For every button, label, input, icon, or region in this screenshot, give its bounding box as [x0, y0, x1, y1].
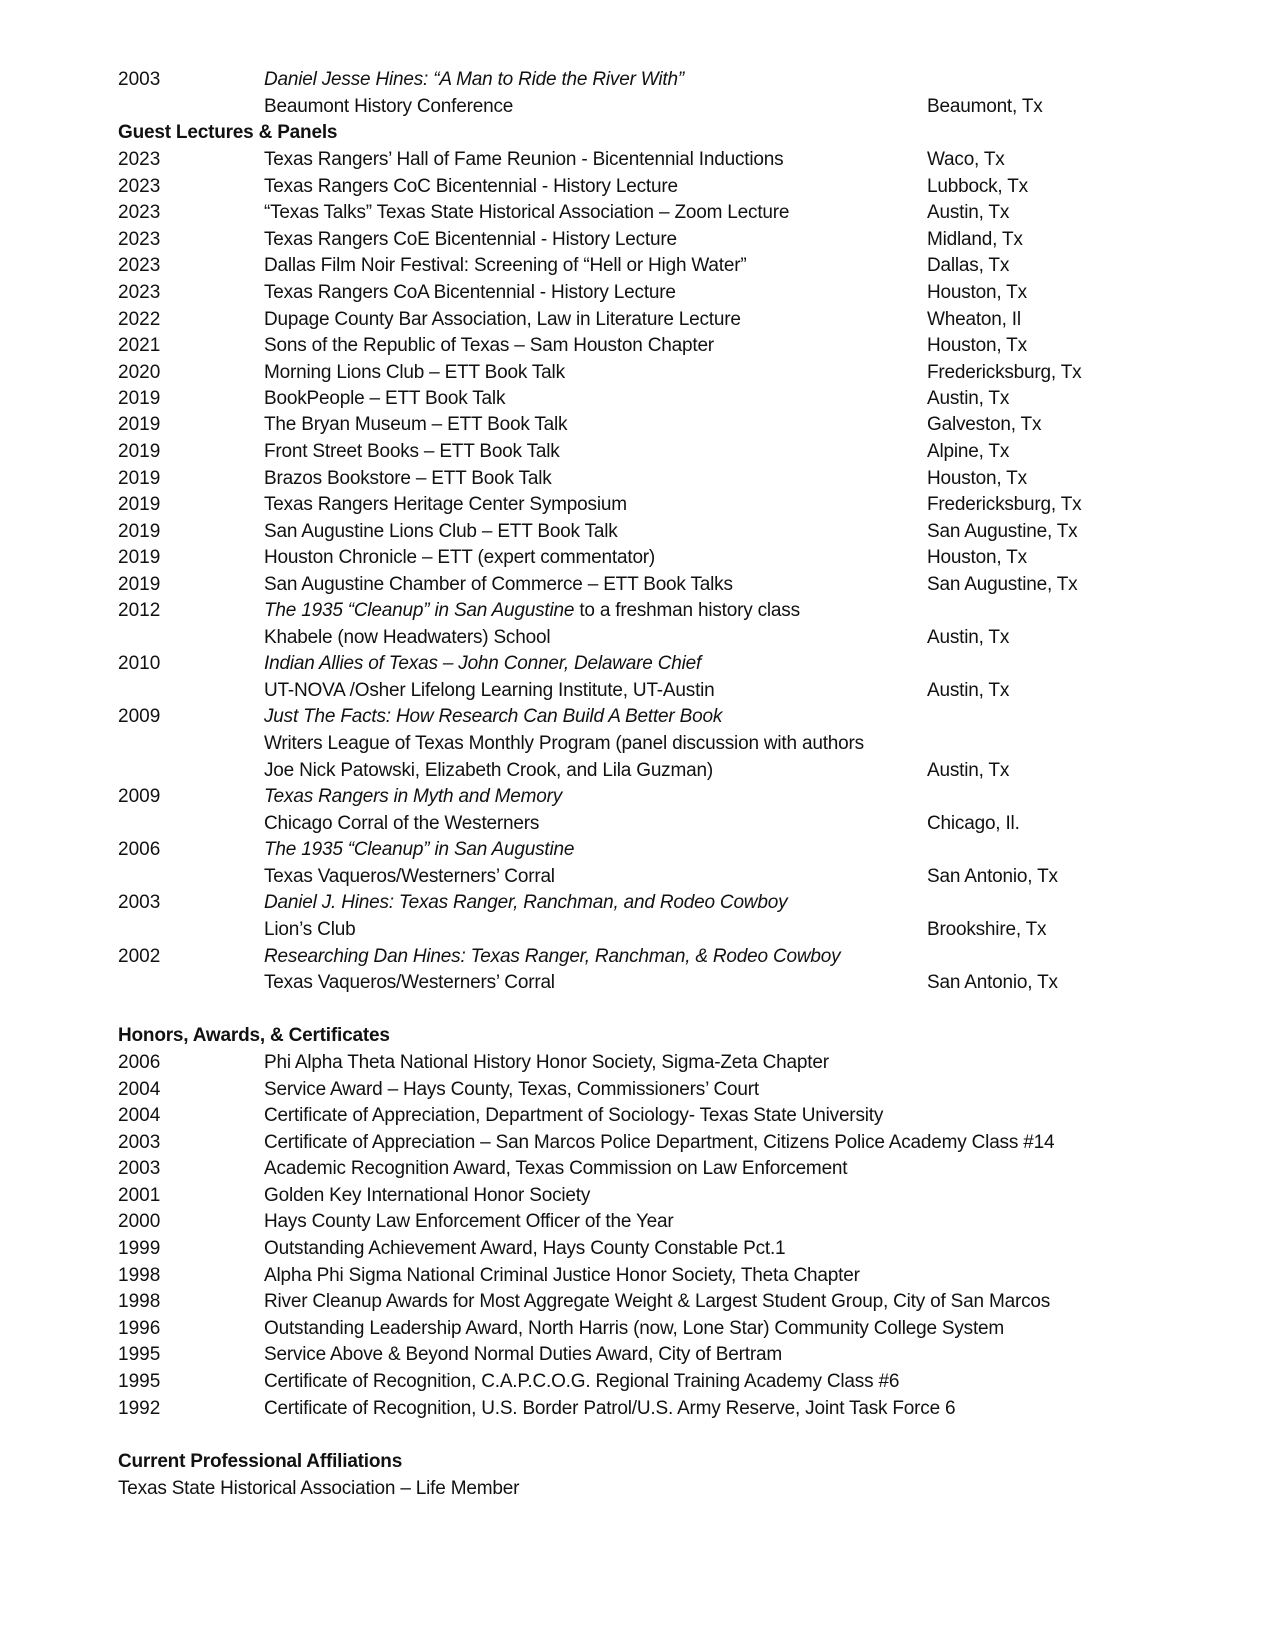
- lecture-location: Chicago, Il.: [927, 813, 1020, 834]
- honor-row: [0, 1129, 1275, 1156]
- lecture-year: 2012: [118, 600, 161, 621]
- honor-title: Academic Recognition Award, Texas Commission on Law Enforcement: [264, 1158, 848, 1179]
- honor-title: Hays County Law Enforcement Officer of the Year: [264, 1211, 674, 1232]
- lecture-row: [0, 279, 1275, 306]
- lecture-year: 2019: [118, 441, 161, 462]
- honor-row: [0, 1155, 1275, 1182]
- lecture-location: Brookshire, Tx: [927, 919, 1047, 940]
- lecture-title: Sons of the Republic of Texas – Sam Houston Chapter: [264, 335, 714, 356]
- lecture-title: San Augustine Chamber of Commerce – ETT Book Talks: [264, 574, 733, 595]
- lecture-venue: UT-NOVA /Osher Lifelong Learning Institute, UT-Austin: [264, 680, 715, 701]
- lecture-year: 2009: [118, 786, 161, 807]
- lecture-venue-line: [0, 677, 1275, 704]
- lecture-title: Daniel J. Hines: Texas Ranger, Ranchman, and Rodeo Cowboy: [264, 892, 788, 913]
- lecture-location: Austin, Tx: [927, 627, 1010, 648]
- lecture-title: San Augustine Lions Club – ETT Book Talk: [264, 521, 618, 542]
- presentation-entry: [0, 66, 1275, 93]
- lecture-title: Texas Rangers CoE Bicentennial - History Lecture: [264, 229, 677, 250]
- lecture-location: Houston, Tx: [927, 547, 1027, 568]
- lecture-row: [0, 199, 1275, 226]
- honor-title: Service Above & Beyond Normal Duties Award, City of Bertram: [264, 1344, 782, 1365]
- lecture-title: Front Street Books – ETT Book Talk: [264, 441, 560, 462]
- honor-year: 2001: [118, 1185, 161, 1206]
- lecture-year: 2009: [118, 706, 161, 727]
- honor-row: [0, 1341, 1275, 1368]
- lecture-row: [0, 332, 1275, 359]
- lecture-year: 2019: [118, 468, 161, 489]
- lecture-title: Texas Rangers CoC Bicentennial - History Lecture: [264, 176, 678, 197]
- honor-year: 2003: [118, 1132, 161, 1153]
- lecture-row: [0, 438, 1275, 465]
- honor-row: [0, 1076, 1275, 1103]
- section-heading-text: Guest Lectures & Panels: [118, 122, 338, 143]
- lecture-year: 2003: [118, 892, 161, 913]
- lecture-location: Austin, Tx: [927, 760, 1010, 781]
- lecture-year: 2023: [118, 229, 161, 250]
- lecture-title: Texas Rangers in Myth and Memory: [264, 786, 563, 807]
- honor-row: [0, 1368, 1275, 1395]
- lecture-venue: Writers League of Texas Monthly Program (panel discussion with authors: [264, 733, 864, 754]
- entry-year: 2003: [118, 69, 161, 90]
- honor-title: Phi Alpha Theta National History Honor Society, Sigma-Zeta Chapter: [264, 1052, 829, 1073]
- affiliation-text: Texas State Historical Association – Life Member: [118, 1478, 520, 1499]
- lecture-year: 2023: [118, 282, 161, 303]
- lecture-venue-line: [0, 624, 1275, 651]
- honor-row: [0, 1395, 1275, 1422]
- lecture-location: Midland, Tx: [927, 229, 1023, 250]
- lecture-year: 2019: [118, 414, 161, 435]
- lecture-title: The Bryan Museum – ETT Book Talk: [264, 414, 568, 435]
- honor-year: 2004: [118, 1105, 161, 1126]
- lecture-row: [0, 650, 1275, 677]
- lecture-row: [0, 518, 1275, 545]
- lecture-year: 2019: [118, 574, 161, 595]
- lecture-title: Texas Rangers CoA Bicentennial - History Lecture: [264, 282, 676, 303]
- lecture-row: [0, 173, 1275, 200]
- lecture-year: 2019: [118, 494, 161, 515]
- lecture-venue-line: [0, 863, 1275, 890]
- honor-title: Golden Key International Honor Society: [264, 1185, 591, 1206]
- lecture-year: 2010: [118, 653, 161, 674]
- lecture-row: [0, 385, 1275, 412]
- honor-row: [0, 1262, 1275, 1289]
- lecture-location: San Antonio, Tx: [927, 972, 1058, 993]
- lecture-year: 2023: [118, 255, 161, 276]
- lecture-row: [0, 411, 1275, 438]
- lecture-location: San Augustine, Tx: [927, 574, 1078, 595]
- lecture-year: 2019: [118, 521, 161, 542]
- lecture-venue: Khabele (now Headwaters) School: [264, 627, 551, 648]
- lecture-venue: Texas Vaqueros/Westerners’ Corral: [264, 866, 555, 887]
- lecture-row: [0, 544, 1275, 571]
- section-heading-honors: [0, 1022, 1275, 1049]
- entry-title: Daniel Jesse Hines: “A Man to Ride the River With”: [264, 69, 684, 90]
- honor-title: Certificate of Appreciation – San Marcos Police Department, Citizens Police Academy Class #14: [264, 1132, 1055, 1153]
- lecture-title: Researching Dan Hines: Texas Ranger, Ranchman, & Rodeo Cowboy: [264, 946, 841, 967]
- lecture-year: 2023: [118, 149, 161, 170]
- lecture-row: [0, 226, 1275, 253]
- honor-title: River Cleanup Awards for Most Aggregate Weight & Largest Student Group, City of San Marcos: [264, 1291, 1051, 1312]
- section-heading-affiliations: [0, 1448, 1275, 1475]
- lecture-row: [0, 943, 1275, 970]
- lecture-venue-line: [0, 730, 1275, 757]
- lecture-title: The 1935 “Cleanup” in San Augustine: [264, 839, 575, 860]
- lecture-year: 2023: [118, 176, 161, 197]
- honor-year: 1995: [118, 1344, 161, 1365]
- lecture-venue: Chicago Corral of the Westerners: [264, 813, 540, 834]
- lecture-location: Waco, Tx: [927, 149, 1005, 170]
- lecture-title: Just The Facts: How Research Can Build A Better Book: [264, 706, 723, 727]
- lecture-title: [264, 597, 800, 624]
- lecture-venue: Lion’s Club: [264, 919, 356, 940]
- honor-title: Outstanding Achievement Award, Hays County Constable Pct.1: [264, 1238, 786, 1259]
- lecture-location: San Antonio, Tx: [927, 866, 1058, 887]
- affiliation-row: [0, 1475, 1275, 1502]
- lecture-location: Austin, Tx: [927, 680, 1010, 701]
- lecture-year: 2021: [118, 335, 161, 356]
- lecture-location: Houston, Tx: [927, 468, 1027, 489]
- lecture-title-italic: The 1935 “Cleanup” in San Augustine: [264, 600, 575, 621]
- lecture-title: Houston Chronicle – ETT (expert commentator): [264, 547, 656, 568]
- lecture-title: Texas Rangers’ Hall of Fame Reunion - Bicentennial Inductions: [264, 149, 784, 170]
- lecture-location: Houston, Tx: [927, 335, 1027, 356]
- honor-row: [0, 1315, 1275, 1342]
- lecture-row: [0, 465, 1275, 492]
- lecture-location: Houston, Tx: [927, 282, 1027, 303]
- lecture-venue: Texas Vaqueros/Westerners’ Corral: [264, 972, 555, 993]
- lecture-location: Galveston, Tx: [927, 414, 1042, 435]
- honor-year: 1998: [118, 1265, 161, 1286]
- honor-row: [0, 1102, 1275, 1129]
- lecture-title-rest: to a freshman history class: [574, 600, 800, 621]
- lecture-title: Texas Rangers Heritage Center Symposium: [264, 494, 627, 515]
- lecture-year: 2023: [118, 202, 161, 223]
- honor-title: Service Award – Hays County, Texas, Commissioners’ Court: [264, 1079, 759, 1100]
- honor-title: Certificate of Recognition, C.A.P.C.O.G. Regional Training Academy Class #6: [264, 1371, 900, 1392]
- section-heading-text: Current Professional Affiliations: [118, 1451, 403, 1472]
- honor-title: Certificate of Recognition, U.S. Border Patrol/U.S. Army Reserve, Joint Task Force 6: [264, 1398, 956, 1419]
- lecture-title: Brazos Bookstore – ETT Book Talk: [264, 468, 552, 489]
- lecture-venue-continued: Joe Nick Patowski, Elizabeth Crook, and Lila Guzman): [264, 760, 713, 781]
- honor-year: 1996: [118, 1318, 161, 1339]
- lecture-year: 2002: [118, 946, 161, 967]
- lecture-row: [0, 836, 1275, 863]
- lecture-location: Austin, Tx: [927, 388, 1010, 409]
- honor-row: [0, 1208, 1275, 1235]
- lecture-location: Fredericksburg, Tx: [927, 362, 1082, 383]
- lecture-title: “Texas Talks” Texas State Historical Association – Zoom Lecture: [264, 202, 790, 223]
- presentation-venue-line: [0, 93, 1275, 120]
- entry-venue: Beaumont History Conference: [264, 96, 514, 117]
- lecture-year: 2020: [118, 362, 161, 383]
- lecture-row: [0, 306, 1275, 333]
- lecture-location: Austin, Tx: [927, 202, 1010, 223]
- lecture-row: [0, 146, 1275, 173]
- honor-title: Certificate of Appreciation, Department of Sociology- Texas State University: [264, 1105, 884, 1126]
- honor-year: 2003: [118, 1158, 161, 1179]
- honor-row: [0, 1288, 1275, 1315]
- lecture-row: [0, 359, 1275, 386]
- lecture-title: Indian Allies of Texas – John Conner, Delaware Chief: [264, 653, 702, 674]
- lecture-row: [0, 889, 1275, 916]
- lecture-location: Dallas, Tx: [927, 255, 1010, 276]
- honor-year: 1992: [118, 1398, 161, 1419]
- lecture-location: Wheaton, Il: [927, 309, 1021, 330]
- honor-title: Alpha Phi Sigma National Criminal Justice Honor Society, Theta Chapter: [264, 1265, 860, 1286]
- honor-row: [0, 1049, 1275, 1076]
- honor-year: 2006: [118, 1052, 161, 1073]
- honor-year: 1999: [118, 1238, 161, 1259]
- lecture-venue-line: [0, 757, 1275, 784]
- entry-location: Beaumont, Tx: [927, 96, 1043, 117]
- lecture-location: Alpine, Tx: [927, 441, 1010, 462]
- lecture-row: [0, 703, 1275, 730]
- honor-title: Outstanding Leadership Award, North Harris (now, Lone Star) Community College System: [264, 1318, 1005, 1339]
- lecture-row: [0, 491, 1275, 518]
- lecture-title: Dupage County Bar Association, Law in Literature Lecture: [264, 309, 741, 330]
- section-heading-text: Honors, Awards, & Certificates: [118, 1025, 390, 1046]
- lecture-year: 2022: [118, 309, 161, 330]
- lecture-year: 2006: [118, 839, 161, 860]
- lecture-venue-line: [0, 916, 1275, 943]
- honor-row: [0, 1235, 1275, 1262]
- lecture-year: 2019: [118, 547, 161, 568]
- lecture-location: Fredericksburg, Tx: [927, 494, 1082, 515]
- lecture-row: [0, 252, 1275, 279]
- lecture-title: BookPeople – ETT Book Talk: [264, 388, 506, 409]
- lecture-location: Lubbock, Tx: [927, 176, 1028, 197]
- lecture-venue-line: [0, 969, 1275, 996]
- lecture-row: [0, 571, 1275, 598]
- lecture-venue-line: [0, 810, 1275, 837]
- honor-year: 2004: [118, 1079, 161, 1100]
- lecture-row: [0, 783, 1275, 810]
- lecture-title: Morning Lions Club – ETT Book Talk: [264, 362, 565, 383]
- honor-row: [0, 1182, 1275, 1209]
- section-heading-guest-lectures: [0, 119, 1275, 146]
- lecture-location: San Augustine, Tx: [927, 521, 1078, 542]
- lecture-year: 2019: [118, 388, 161, 409]
- lecture-row: [0, 597, 1275, 624]
- honor-year: 1998: [118, 1291, 161, 1312]
- lecture-title: Dallas Film Noir Festival: Screening of “Hell or High Water”: [264, 255, 747, 276]
- honor-year: 2000: [118, 1211, 161, 1232]
- honor-year: 1995: [118, 1371, 161, 1392]
